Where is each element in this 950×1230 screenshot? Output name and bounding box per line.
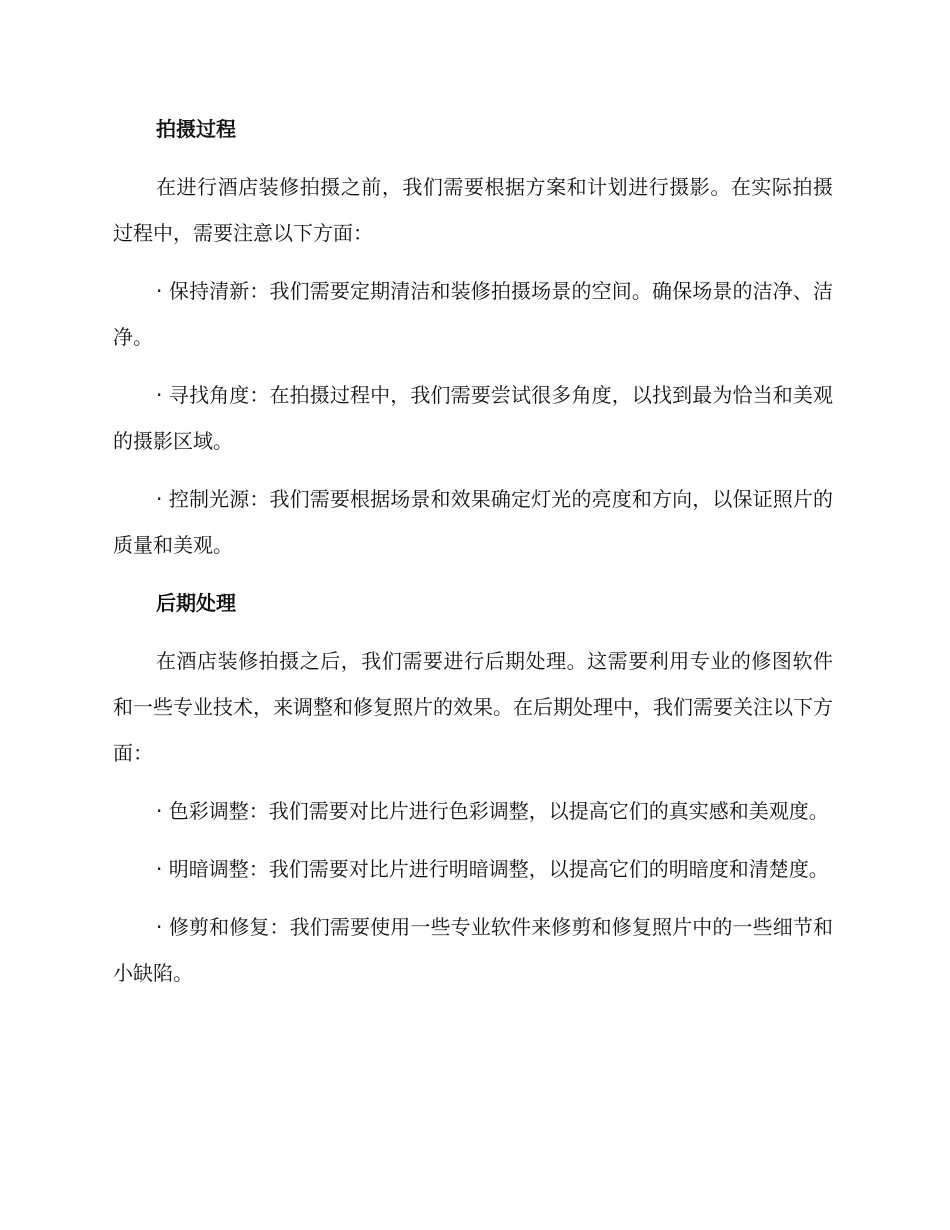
section-heading: 后期处理: [156, 591, 236, 615]
bullet-paragraph: · 保持清新：我们需要定期清洁和装修拍摄场景的空间。确保场景的洁净、洁净。: [113, 279, 833, 349]
document-page: [113, 106, 833, 996]
bullet-paragraph: · 明暗调整：我们需要对比片进行明暗调整，以提高它们的明暗度和清楚度。: [156, 857, 829, 881]
bullet-paragraph: · 寻找角度：在拍摄过程中，我们需要尝试很多角度，以找到最为恰当和美观的摄影区域。: [113, 383, 833, 453]
bullet-paragraph: · 修剪和修复：我们需要使用一些专业软件来修剪和修复照片中的一些细节和小缺陷。: [113, 915, 833, 985]
paragraph: 在酒店装修拍摄之后，我们需要进行后期处理。这需要利用专业的修图软件和一些专业技术，来调整和修复照片的效果。在后期处理中，我们需要关注以下方面：: [113, 649, 833, 765]
paragraph: 在进行酒店装修拍摄之前，我们需要根据方案和计划进行摄影。在实际拍摄过程中，需要注意以下方面：: [113, 175, 833, 245]
section-shooting-process: [113, 106, 833, 568]
section-heading: 拍摄过程: [156, 117, 236, 141]
bullet-paragraph: · 控制光源：我们需要根据场景和效果确定灯光的亮度和方向，以保证照片的质量和美观。: [113, 487, 833, 557]
section-post-processing: [113, 580, 833, 996]
bullet-paragraph: · 色彩调整：我们需要对比片进行色彩调整，以提高它们的真实感和美观度。: [156, 799, 829, 823]
